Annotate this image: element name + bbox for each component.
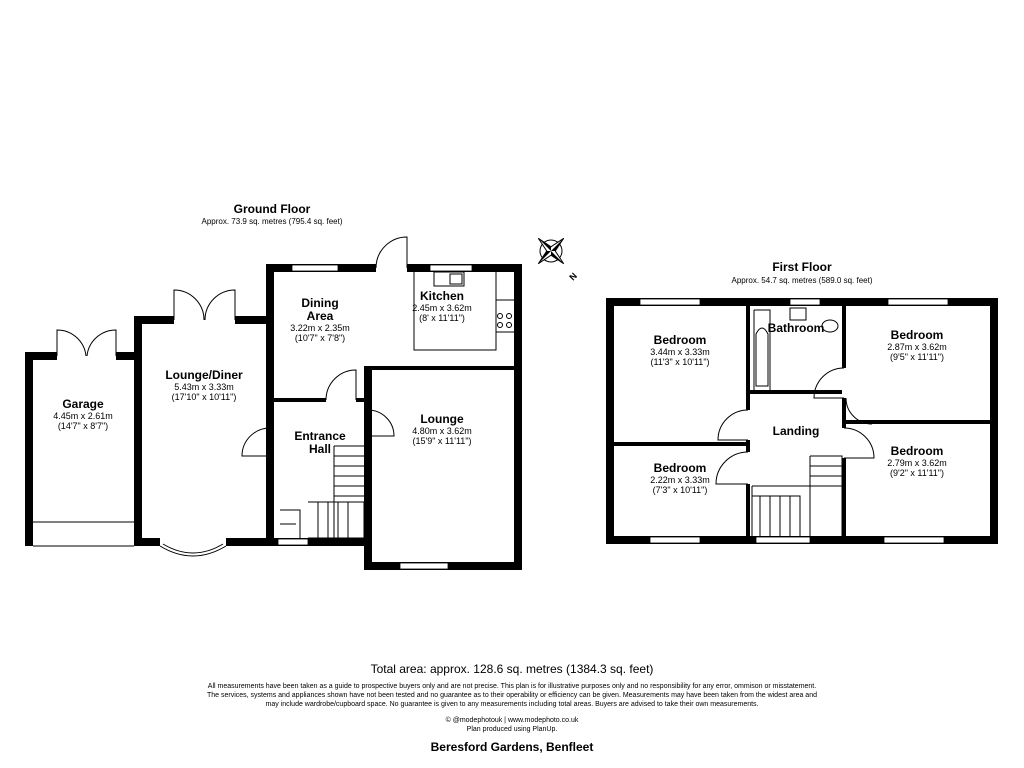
bedroom-2-name: Bedroom xyxy=(890,328,944,342)
lounge-dim-ft: (15'9" x 11'11") xyxy=(412,436,472,446)
label-bedroom-2 xyxy=(887,328,947,362)
property-address: Beresford Gardens, Benfleet xyxy=(430,740,594,754)
label-dining-area xyxy=(290,296,350,343)
bedroom-4-dim-ft: (9'2" x 11'11") xyxy=(889,468,945,478)
lounge-diner-walls xyxy=(134,290,273,556)
dining-area-name-line1: Dining xyxy=(301,296,339,310)
lounge-diner-dim-m: 5.43m x 3.33m xyxy=(174,382,234,392)
bedroom-4-name: Bedroom xyxy=(890,444,944,458)
label-lounge-diner xyxy=(165,368,243,402)
lounge-dim-m: 4.80m x 3.62m xyxy=(412,426,472,436)
disclaimer-line-3: may include wardrobe/cupboard space. No guarantee is given to any measurements including total areas. Buyers are advised to take their own measurements. xyxy=(265,701,759,708)
garage-walls xyxy=(25,330,138,546)
label-landing xyxy=(773,424,820,438)
label-kitchen xyxy=(412,289,472,323)
dining-area-dim-ft: (10'7" x 7'8") xyxy=(294,333,346,343)
bedroom-1-dim-ft: (11'3" x 10'11") xyxy=(650,357,710,367)
kitchen-dim-m: 2.45m x 3.62m xyxy=(412,303,472,313)
bedroom-3-dim-ft: (7'3" x 10'11") xyxy=(652,485,708,495)
garage-dim-ft: (14'7" x 8'7") xyxy=(57,421,109,431)
bedroom-3-dim-m: 2.22m x 3.33m xyxy=(650,475,710,485)
bedroom-4-dim-m: 2.79m x 3.62m xyxy=(887,458,947,468)
dining-area-dim-m: 3.22m x 2.35m xyxy=(290,323,350,333)
kitchen-name: Kitchen xyxy=(419,289,465,303)
label-lounge xyxy=(412,412,472,446)
compass-north-label: N xyxy=(567,270,580,283)
credit-line-2: Plan produced using PlanUp. xyxy=(466,726,558,733)
lounge-name: Lounge xyxy=(420,412,464,426)
label-bedroom-4 xyxy=(887,444,947,478)
ground-floor-plan xyxy=(25,202,522,570)
garage-dim-m: 4.45m x 2.61m xyxy=(53,411,113,421)
disclaimer-line-1: All measurements have been taken as a guide to prospective buyers only and are not precise. This plan is for illustrative purposes only and no responsibility for any error, ommison or misstatement. xyxy=(207,683,817,690)
entrance-hall-name-line2: Hall xyxy=(308,442,332,456)
bedroom-2-dim-ft: (9'5" x 11'11") xyxy=(889,352,945,362)
disclaimer-line-2: The services, systems and appliances shown have not been tested and no guarantee as to their operability or efficiency can be given. Measurements may have been taken from the widest area and xyxy=(206,692,817,699)
lounge-diner-dim-ft: (17'10" x 10'11") xyxy=(171,392,237,402)
bedroom-1-name: Bedroom xyxy=(653,333,707,347)
credit xyxy=(0,716,1024,734)
compass-icon xyxy=(526,226,579,283)
label-garage xyxy=(53,397,113,431)
label-bedroom-1 xyxy=(650,333,710,367)
ground-floor-area: Approx. 73.9 sq. metres (795.4 sq. feet) xyxy=(201,217,343,226)
garage-name: Garage xyxy=(62,397,104,411)
main-block-walls xyxy=(242,237,522,570)
first-floor-title: First Floor xyxy=(772,260,832,274)
ground-floor-title: Ground Floor xyxy=(233,202,311,216)
label-bathroom xyxy=(768,321,825,335)
bedroom-1-dim-m: 3.44m x 3.33m xyxy=(650,347,710,357)
label-entrance-hall xyxy=(294,429,346,456)
total-area: Total area: approx. 128.6 sq. metres (1384.3 sq. feet) xyxy=(370,662,654,676)
credit-line-1: © @modephotouk | www.modephoto.co.uk xyxy=(445,717,579,724)
bathroom-name: Bathroom xyxy=(767,321,825,335)
kitchen-dim-ft: (8' x 11'11") xyxy=(419,313,465,323)
landing-name: Landing xyxy=(772,424,820,438)
dining-area-name-line2: Area xyxy=(306,309,334,323)
label-bedroom-3 xyxy=(650,461,710,495)
disclaimer xyxy=(0,682,1024,709)
bedroom-3-name: Bedroom xyxy=(653,461,707,475)
entrance-hall-name-line1: Entrance xyxy=(294,429,346,443)
first-floor-plan xyxy=(606,260,998,544)
lounge-diner-name: Lounge/Diner xyxy=(165,368,243,382)
first-floor-area: Approx. 54.7 sq. metres (589.0 sq. feet) xyxy=(731,276,873,285)
bedroom-2-dim-m: 2.87m x 3.62m xyxy=(887,342,947,352)
